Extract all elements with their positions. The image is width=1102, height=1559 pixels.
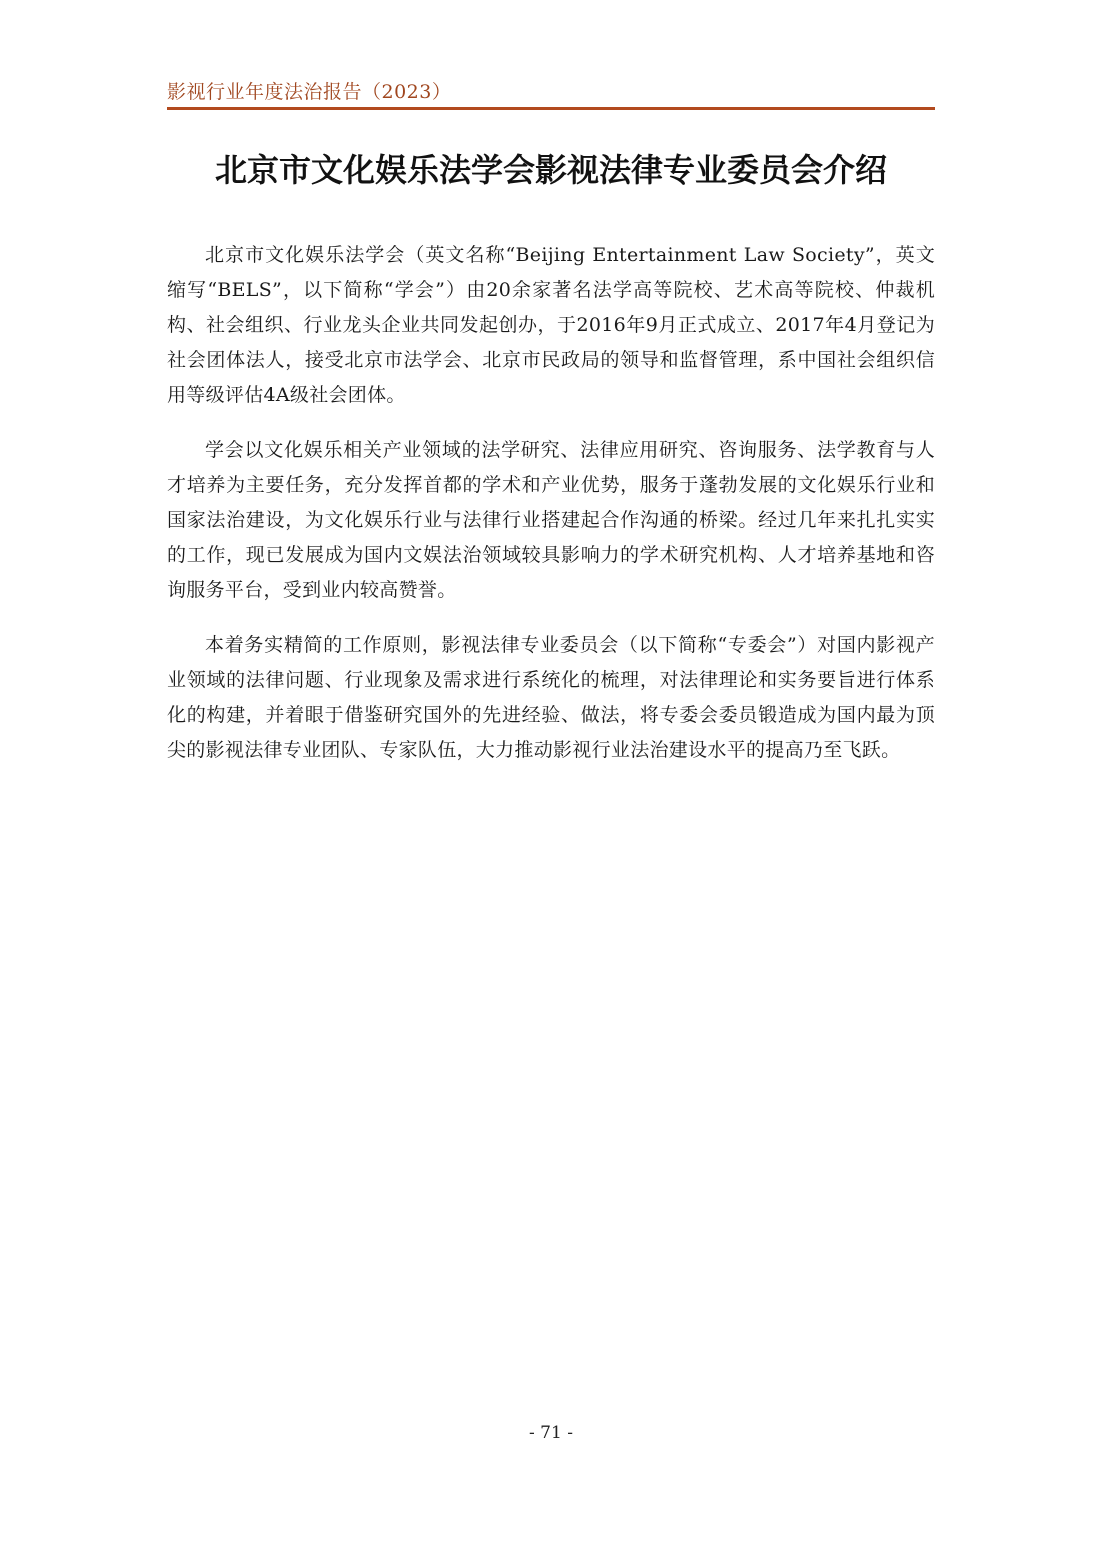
- running-header: 影视行业年度法治报告（2023）: [167, 81, 452, 103]
- paragraph-intro: 北京市文化娱乐法学会（英文名称“Beijing Entertainment Law Society”，英文缩写“BELS”，以下简称“学会”）由20余家著名法学高等院校、艺术高等院校、仲裁机构、社会组织、行业龙头企业共同发起创办，于2016年9月正式成立、2017年4月登记为社会团体法人，接受北京市法学会、北京市民政局的领导和监督管理，系中国社会组织信用等级评估4A级社会团体。: [167, 244, 935, 406]
- page-number: - 71 -: [529, 1423, 573, 1443]
- page-title: 北京市文化娱乐法学会影视法律专业委员会介绍: [214, 151, 887, 189]
- paragraph-mission: 学会以文化娱乐相关产业领域的法学研究、法律应用研究、咨询服务、法学教育与人才培养为主要任务，充分发挥首都的学术和产业优势，服务于蓬勃发展的文化娱乐行业和国家法治建设，为文化娱乐行业与法律行业搭建起合作沟通的桥梁。经过几年来扎扎实实的工作，现已发展成为国内文娱法治领域较具影响力的学术研究机构、人才培养基地和咨询服务平台，受到业内较高赞誉。: [167, 439, 935, 601]
- header-rule: [167, 107, 935, 110]
- paragraph-committee: 本着务实精简的工作原则，影视法律专业委员会（以下简称“专委会”）对国内影视产业领域的法律问题、行业现象及需求进行系统化的梳理，对法律理论和实务要旨进行体系化的构建，并着眼于借鉴研究国外的先进经验、做法，将专委会委员锻造成为国内最为顶尖的影视法律专业团队、专家队伍，大力推动影视行业法治建设水平的提高乃至飞跃。: [167, 634, 935, 761]
- body-text: [167, 238, 935, 788]
